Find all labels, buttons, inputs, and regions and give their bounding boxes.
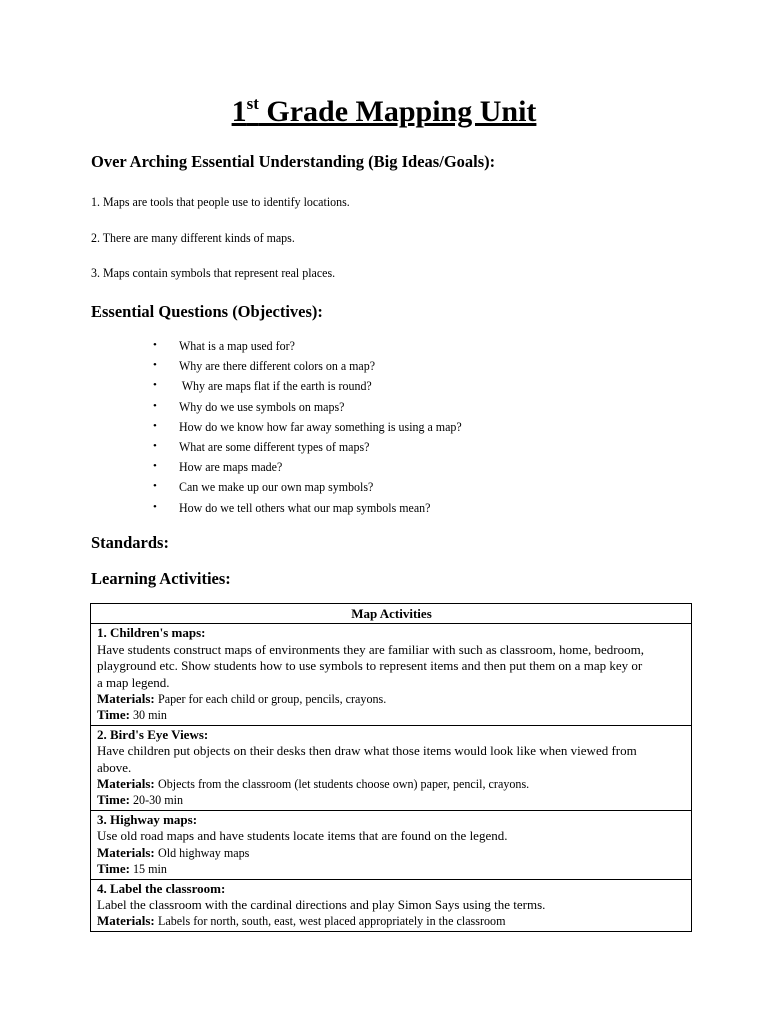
table-row	[91, 725, 692, 810]
activity-title: 1. Children's maps:	[97, 625, 206, 641]
materials-label: Materials:	[97, 844, 155, 860]
activity-materials: Paper for each child or group, pencils, crayons.	[158, 691, 387, 707]
table-header-row	[91, 604, 692, 624]
activity-description: Label the classroom with the cardinal directions and play Simon Says using the terms.	[97, 896, 546, 912]
bullet-icon: •	[153, 339, 157, 351]
activity-cell	[91, 879, 692, 931]
question-text: How do we tell others what our map symbols mean?	[179, 499, 431, 515]
questions-heading: Essential Questions (Objectives):	[91, 302, 323, 321]
activity-materials: Objects from the classroom (let students choose own) paper, pencil, crayons.	[158, 776, 530, 792]
bullet-icon: •	[153, 419, 157, 432]
title-text: Grade Mapping Unit	[258, 95, 537, 128]
materials-label: Materials:	[97, 691, 155, 707]
table-header: Map Activities	[91, 604, 692, 624]
question-text: Why are maps flat if the earth is round?	[179, 378, 372, 394]
time-label: Time:	[97, 861, 130, 877]
question-text: Can we make up our own map symbols?	[179, 479, 374, 495]
table-row	[91, 624, 692, 725]
bullet-icon: •	[153, 460, 157, 473]
activity-description: above.	[97, 759, 132, 775]
question-text: What is a map used for?	[179, 338, 295, 353]
activity-title: 4. Label the classroom:	[97, 880, 226, 896]
bullet-icon: •	[153, 439, 157, 452]
bullet-icon: •	[153, 500, 157, 513]
activity-time: 30 min	[133, 707, 168, 723]
activity-materials: Old highway maps	[158, 844, 250, 860]
activity-materials: Labels for north, south, east, west placed appropriately in the classroom	[158, 913, 506, 929]
activity-description: Use old road maps and have students locate items that are found on the legend.	[97, 828, 508, 844]
table-row	[91, 879, 692, 931]
bullet-icon: •	[153, 359, 157, 372]
question-text: How are maps made?	[179, 459, 283, 475]
activity-description: playground etc. Show students how to use symbols to represent items and then put them on a map key or	[97, 658, 643, 674]
activity-cell	[91, 624, 692, 725]
standards-heading: Standards:	[91, 533, 169, 552]
learning-activities-heading: Learning Activities:	[91, 569, 231, 588]
title-ordinal-suffix: st	[246, 94, 259, 113]
activity-cell	[91, 810, 692, 879]
activity-title: 3. Highway maps:	[97, 811, 198, 827]
activity-title: 2. Bird's Eye Views:	[97, 726, 209, 742]
activity-time: 15 min	[133, 861, 168, 877]
bullet-icon: •	[153, 379, 157, 392]
page-title	[0, 94, 768, 129]
question-text: Why do we use symbols on maps?	[179, 398, 345, 414]
question-text: Why are there different colors on a map?	[179, 358, 376, 374]
activity-cell	[91, 725, 692, 810]
title-number: 1	[231, 95, 247, 128]
activity-description: Have children put objects on their desks then draw what those items would look like when viewed from	[97, 743, 637, 759]
understanding-heading: Over Arching Essential Understanding (Big Ideas/Goals):	[91, 152, 496, 171]
understanding-item-1: 1. Maps are tools that people use to identify locations.	[91, 194, 350, 209]
question-text: How do we know how far away something is using a map?	[179, 418, 462, 434]
question-text: What are some different types of maps?	[179, 438, 370, 454]
understanding-item-3: 3. Maps contain symbols that represent real places.	[91, 265, 336, 280]
time-label: Time:	[97, 707, 130, 723]
materials-label: Materials:	[97, 913, 155, 929]
activity-description: Have students construct maps of environments they are familiar with such as classroom, home, bedroom,	[97, 641, 644, 657]
understanding-item-2: 2. There are many different kinds of maps.	[91, 230, 295, 245]
bullet-icon: •	[153, 399, 157, 412]
table-row	[91, 810, 692, 879]
materials-label: Materials:	[97, 776, 155, 792]
activities-table	[90, 603, 692, 932]
bullet-icon: •	[153, 480, 157, 493]
activity-time: 20-30 min	[133, 792, 184, 808]
activity-description: a map legend.	[97, 674, 170, 690]
time-label: Time:	[97, 792, 130, 808]
